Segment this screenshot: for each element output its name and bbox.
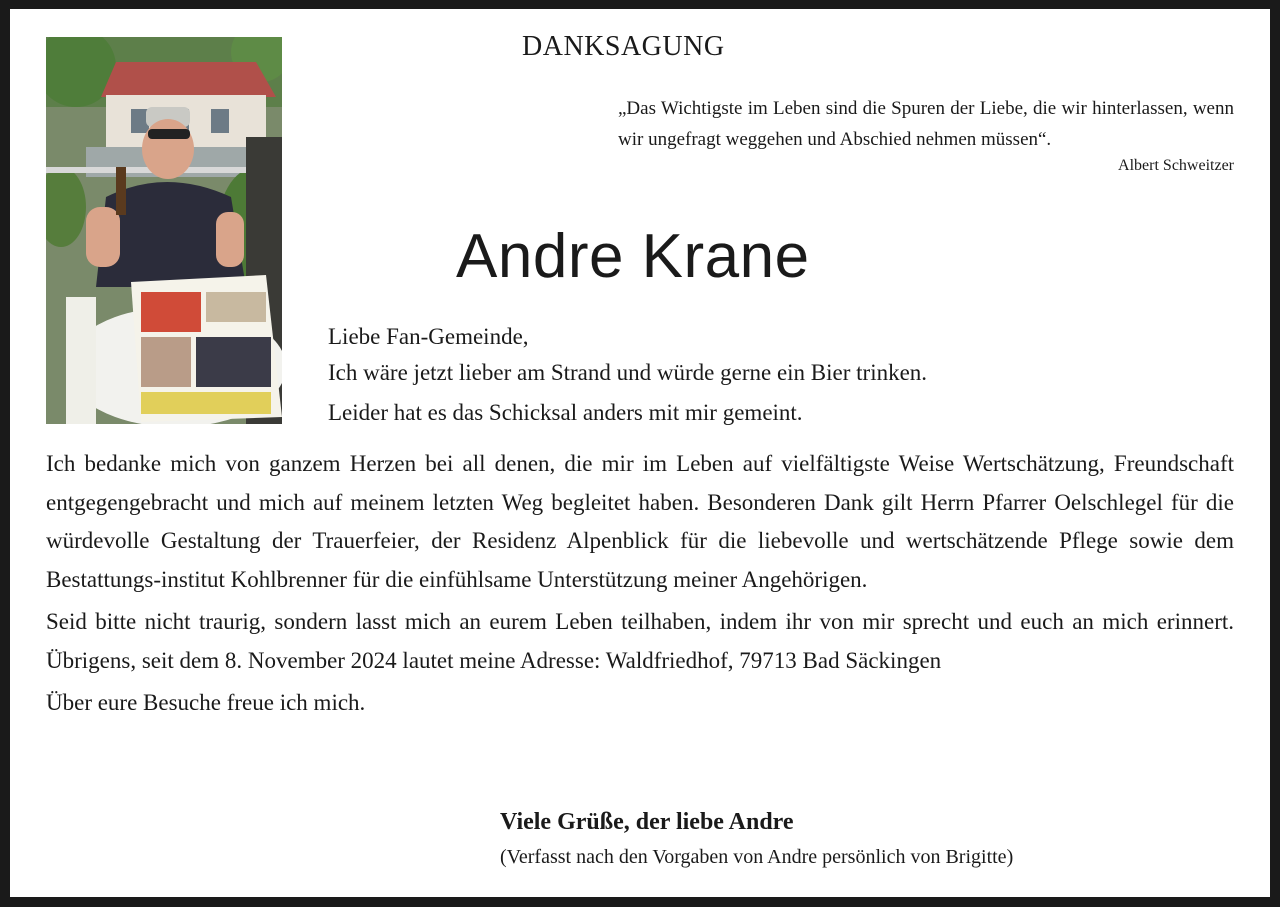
portrait-photo (46, 37, 282, 424)
authorship-note: (Verfasst nach den Vorgaben von Andre persönlich von Brigitte) (500, 846, 1014, 868)
body-text (46, 445, 1234, 723)
quote-text: „Das Wichtigste im Leben sind die Spuren der Liebe, die wir hinterlassen, wenn wir ungefragt weggehen und Abschied nehmen müssen“. (618, 98, 1234, 150)
intro-line: Liebe Fan-Gemeinde, (328, 324, 529, 349)
body-paragraph: Ich bedanke mich von ganzem Herzen bei all denen, die mir im Leben auf vielfältigste Weise Wertschätzung, Freundschaft entgegengebracht und mich auf meinem letzten Weg begleitet haben. Besonderen Dank gilt Herrn Pfarrer Oelschlegel für die würdevolle Gestaltung der Trauerfeier, der Residenz Alpenblick für die liebevolle und wertschätzende Pflege sowie dem Bestattungs-institut Kohlbrenner für die einfühlsame Unterstützung meiner Angehörigen. (46, 451, 1234, 592)
intro-block (328, 319, 927, 431)
intro-line: Leider hat es das Schicksal anders mit mir gemeint. (328, 400, 803, 425)
intro-line: Ich wäre jetzt lieber am Strand und würde gerne ein Bier trinken. (328, 360, 928, 385)
deceased-name: Andre Krane (456, 222, 810, 291)
signature: Viele Grüße, der liebe Andre (500, 809, 794, 835)
quote-author: Albert Schweitzer (1118, 157, 1234, 174)
body-paragraph: Über eure Besuche freue ich mich. (46, 690, 366, 715)
obituary-card (10, 9, 1270, 897)
notice-heading: DANKSAGUNG (522, 31, 725, 62)
body-paragraph: Seid bitte nicht traurig, sondern lasst mich an eurem Leben teilhaben, indem ihr von mir sprecht und euch an mich erinnert. Übrigens, seit dem 8. November 2024 lautet meine Adresse: Waldfriedhof, 79713 Bad Säckingen (46, 609, 1234, 673)
